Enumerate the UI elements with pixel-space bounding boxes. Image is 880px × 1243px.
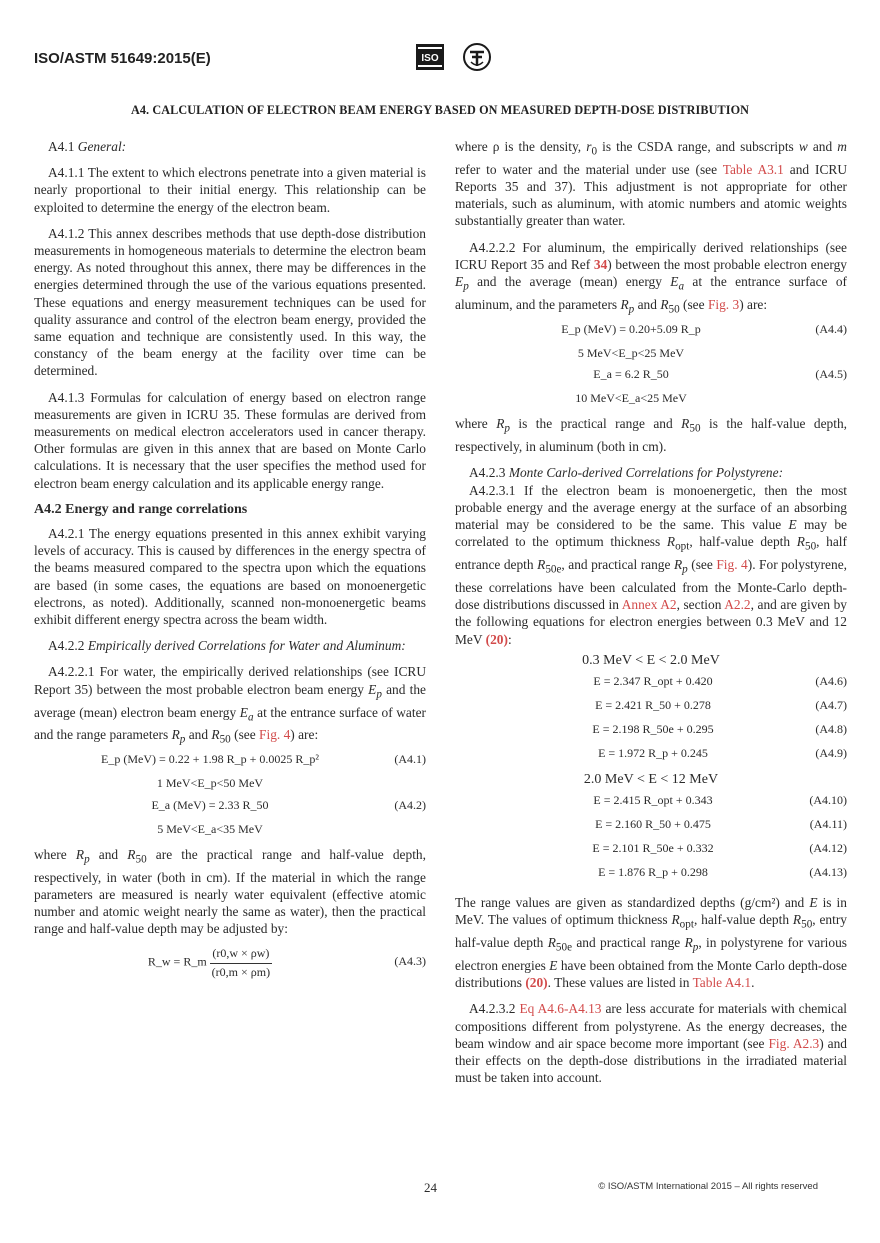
link-eq-a4-6-a4-13[interactable]: Eq A4.6-A4.13 <box>519 1001 602 1017</box>
para-a4222: A4.2.2.2 For aluminum, the empirically derived relationships (see ICRU Report 35 and Ref 34) between the most probable electron energy $E_p$ and the average (mean) energy $E_a$ at the entrance surface of aluminum, and the parameters $R_p$ and $R_{50}$ (see Fig. 3) are: <box>455 239 847 316</box>
energy-range-1: 0.3 MeV < E < 2.0 MeV <box>582 652 720 668</box>
para-right-1: where ρ is the density, $r_0$ is the CSDA range, and subscripts w and m refer to water and the material under use (see Table A3.1 and ICRU Reports 35 and 37). This adjustment is not appropriate for other materials, such as aluminum, with atomic numbers and atomic weights substantially greater than water. <box>455 139 847 229</box>
para-a4221: A4.2.2.1 For water, the empirically derived relationships (see ICRU Report 35) between the most probable electron beam energy $E_p$ and the average (mean) electron beam energy $E_a$ at the entrance surface of water and the range parameters $R_p$ and $R_{50}$ (see Fig. 4) are: <box>34 664 426 747</box>
section-title: A4. CALCULATION OF ELECTRON BEAM ENERGY BASED ON MEASURED DEPTH-DOSE DISTRIBUTION <box>130 103 750 117</box>
equation-a4-13: E = 1.876 R_p + 0.298 (A4.13) <box>598 865 847 880</box>
link-annex-a2[interactable]: Annex A2 <box>621 597 677 613</box>
link-table-a4-1[interactable]: Table A4.1 <box>692 975 752 991</box>
equation-a4-9: E = 1.972 R_p + 0.245 (A4.9) <box>598 745 847 760</box>
link-a2-2[interactable]: A2.2 <box>724 597 751 613</box>
right-column <box>455 138 847 1086</box>
copyright-notice: © ISO/ASTM International 2015 – All rights reserved <box>598 1181 818 1192</box>
condition-a4-2: 5 MeV<E_a<35 MeV <box>157 821 263 836</box>
link-ref-20-b[interactable]: (20) <box>525 975 548 991</box>
para-a412: A4.1.2 This annex describes methods that use depth-dose distribution measurements in homogeneous materials to determine the electron beam energy. As noted throughout this annex, there may be differences in the energies determined through the use of the various equations presented. These equations and energy measurement techniques can be used for quality assurance and control of the electron beam energy, provided the same equation and technique are consistently used. In this way, the constancy of the beam energy at the facility over time can be determined. <box>34 225 426 379</box>
equation-a4-6: E = 2.347 R_opt + 0.420 (A4.6) <box>593 673 847 688</box>
para-a423: A4.2.3 Monte Carlo-derived Correlations for Polystyrene: <box>469 465 784 481</box>
equation-a4-7: E = 2.421 R_50 + 0.278 (A4.7) <box>595 697 847 712</box>
para-after-eq: where $R_p$ and $R_{50}$ are the practical range and half-value depth, respectively, in water (both in cm). If the material in which the range parameters are measured is nearly water equivalent (effective atomic number and atomic weight nearly the same as water), then the practical range and half-value depth may be adjusted by: <box>34 846 426 937</box>
para-a41: A4.1 General: <box>48 139 127 154</box>
left-column <box>34 138 426 981</box>
equation-a4-5: E_a = 6.2 R_50 (A4.5) <box>593 367 847 382</box>
energy-range-2: 2.0 MeV < E < 12 MeV <box>583 771 719 787</box>
para-a421: A4.2.1 The energy equations presented in this annex exhibit varying levels of accuracy. This is caused by differences in the energy spectra of the beams measured compared to the spectra upon which the equations are based (in some cases, the equations are based on monoenergetic electrons, as noted). Additionally, scanned non-monoenergetic beams exhibit different energy spectra across the beam width. <box>34 526 426 628</box>
equation-a4-12: E = 2.101 R_50e + 0.332 (A4.12) <box>592 841 847 856</box>
equation-a4-1: E_p (MeV) = 0.22 + 1.98 R_p + 0.0025 R_p² (A4.1) <box>101 752 426 767</box>
equation-a4-10: E = 2.415 R_opt + 0.343 (A4.10) <box>593 793 847 808</box>
link-table-a3-1[interactable]: Table A3.1 <box>722 161 784 177</box>
link-ref-34[interactable]: 34 <box>593 256 608 272</box>
link-ref-20[interactable]: (20) <box>485 631 508 647</box>
equation-a4-4: E_p (MeV) = 0.20+5.09 R_p (A4.4) <box>561 321 847 336</box>
para-a422: A4.2.2 Empirically derived Correlations for Water and Aluminum: <box>48 638 406 654</box>
page-number: 24 <box>424 1180 437 1195</box>
condition-a4-4: 5 MeV<E_p<25 MeV <box>577 345 685 360</box>
equation-a4-3: R_w = R_m $\frac{(r0,w \times \rho w)}{(r0,m \times \rho m)}$ (A4.3) <box>147 946 426 979</box>
para-a413: A4.1.3 Formulas for calculation of energy based on electron range measurements are given in ICRU 35. These formulas are derived from measurements on medical electron accelerators used in cancer therapy. Other formulas are given in this annex that are based on Monte Carlo calculations. It is necessary that the user specifies the method used for electron beam energy calculation and its applicable energy range. <box>34 389 426 491</box>
svg-text:ISO: ISO <box>421 53 439 64</box>
iso-logo <box>416 44 444 70</box>
para-a411: A4.1.1 The extent to which electrons penetrate into a given material is nearly proportional to their initial energy. This relationship can be exploited to determine the energy of the electron beam. <box>34 165 426 215</box>
para-a4232: A4.2.3.2 Eq A4.6-A4.13 are less accurate for materials with chemical compositions different from polystyrene. As the energy decreases, the beam window and air space become more important (see Fig. A2.3) and their effects on the depth-dose distributions in the irradiated material must be taken into account. <box>455 1001 847 1086</box>
para-rp-def: where $R_p$ is the practical range and $R_{50}$ is the half-value depth, respectively, in aluminum (both in cm). <box>455 416 848 455</box>
astm-logo <box>462 42 492 72</box>
link-fig-4[interactable]: Fig. 4 <box>259 727 291 743</box>
document-id: ISO/ASTM 51649:2015(E) <box>34 50 211 67</box>
link-fig-3[interactable]: Fig. 3 <box>707 296 740 312</box>
condition-a4-1: 1 MeV<E_p<50 MeV <box>156 776 264 791</box>
condition-a4-5: 10 MeV<E_a<25 MeV <box>575 391 687 406</box>
equation-a4-11: E = 2.160 R_50 + 0.475 (A4.11) <box>595 817 847 832</box>
link-fig-4-b[interactable]: Fig. 4 <box>716 557 748 573</box>
equation-a4-2: E_a (MeV) = 2.33 R_50 (A4.2) <box>151 797 426 812</box>
link-fig-a2-3[interactable]: Fig. A2.3 <box>768 1035 820 1051</box>
equation-a4-8: E = 2.198 R_50e + 0.295 (A4.8) <box>592 721 847 736</box>
para-range-values: The range values are given as standardized depths (g/cm²) and E is in MeV. The values of optimum thickness $R_{opt}$, half-value depth $R_{50}$, entry half-value depth $R_{50e}$ and practical range $R_p$, in polystyrene for various electron energies E have been obtained from the Monte Carlo depth-dose distributions (20). These values are listed in Table A4.1. <box>455 895 848 991</box>
heading-a42: A4.2 Energy and range correlations <box>34 501 248 517</box>
para-a4231: A4.2.3.1 If the electron beam is monoenergetic, then the most probable energy and the average energy at the surface of an absorbing material may be considered to be the same. This value E may be correlated to the optimum thickness $R_{opt}$, half-value depth $R_{50}$, half entrance depth $R_{50e}$, and practical range $R_p$ (see Fig. 4). For polystyrene, these correlations have been calculated from the Monte-Carlo depth-dose distributions discussed in Annex A2, section A2.2, and are given by the following equations for electron energies between 0.3 MeV and 12 MeV (20): <box>455 482 847 647</box>
